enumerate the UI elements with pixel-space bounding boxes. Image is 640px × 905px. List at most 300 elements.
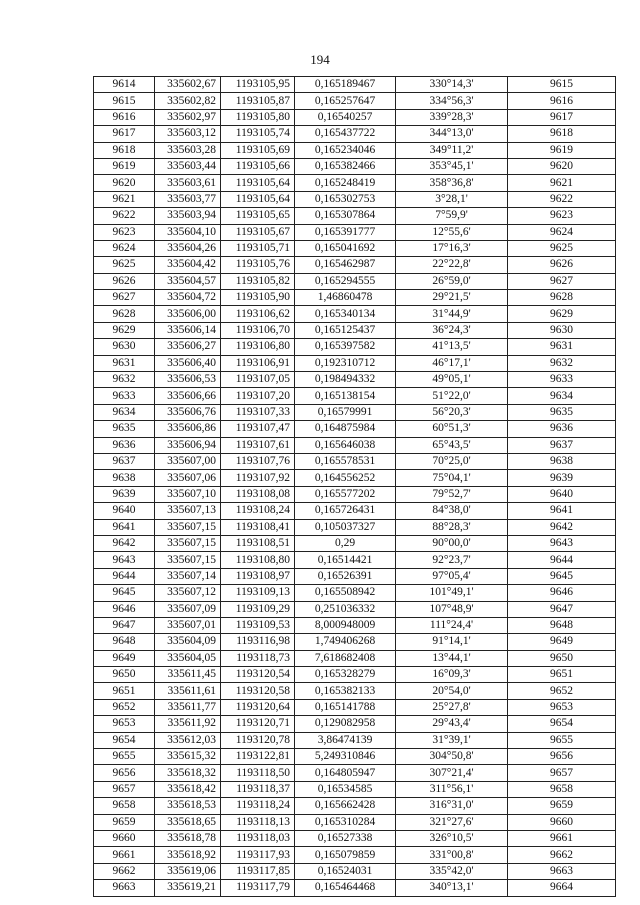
bearing-cell: 29°43,4' [396, 716, 508, 732]
y-coordinate-cell: 1193105,64 [221, 175, 295, 191]
point-to-cell: 9650 [508, 650, 616, 666]
point-to-cell: 9662 [508, 847, 616, 863]
y-coordinate-cell: 1193122,81 [221, 749, 295, 765]
x-coordinate-cell: 335603,77 [155, 191, 221, 207]
point-to-cell: 9623 [508, 208, 616, 224]
y-coordinate-cell: 1193118,13 [221, 814, 295, 830]
x-coordinate-cell: 335606,00 [155, 306, 221, 322]
bearing-cell: 60°51,3' [396, 421, 508, 437]
distance-cell: 0,165328279 [295, 667, 396, 683]
y-coordinate-cell: 1193109,13 [221, 585, 295, 601]
point-to-cell: 9646 [508, 585, 616, 601]
x-coordinate-cell: 335612,03 [155, 732, 221, 748]
point-from-cell: 9635 [94, 421, 155, 437]
distance-cell: 0,165646038 [295, 437, 396, 453]
point-to-cell: 9647 [508, 601, 616, 617]
distance-cell: 0,165234046 [295, 142, 396, 158]
y-coordinate-cell: 1193118,03 [221, 830, 295, 846]
y-coordinate-cell: 1193105,67 [221, 224, 295, 240]
x-coordinate-cell: 335606,53 [155, 372, 221, 388]
distance-cell: 0,165462987 [295, 257, 396, 273]
point-from-cell: 9661 [94, 847, 155, 863]
x-coordinate-cell: 335618,65 [155, 814, 221, 830]
distance-cell: 0,165079859 [295, 847, 396, 863]
bearing-cell: 349°11,2' [396, 142, 508, 158]
y-coordinate-cell: 1193107,33 [221, 404, 295, 420]
point-from-cell: 9653 [94, 716, 155, 732]
point-to-cell: 9639 [508, 470, 616, 486]
y-coordinate-cell: 1193108,80 [221, 552, 295, 568]
bearing-cell: 311°56,1' [396, 781, 508, 797]
table-row [94, 208, 616, 224]
table-row [94, 421, 616, 437]
point-to-cell: 9626 [508, 257, 616, 273]
table-row [94, 322, 616, 338]
table-row [94, 699, 616, 715]
point-to-cell: 9636 [508, 421, 616, 437]
point-from-cell: 9651 [94, 683, 155, 699]
table-row [94, 142, 616, 158]
distance-cell: 0,165577202 [295, 486, 396, 502]
y-coordinate-cell: 1193105,76 [221, 257, 295, 273]
x-coordinate-cell: 335619,06 [155, 863, 221, 879]
table-row [94, 798, 616, 814]
y-coordinate-cell: 1193107,05 [221, 372, 295, 388]
point-to-cell: 9648 [508, 617, 616, 633]
table-row [94, 126, 616, 142]
x-coordinate-cell: 335607,14 [155, 568, 221, 584]
distance-cell: 0,16540257 [295, 109, 396, 125]
page-number: 194 [310, 52, 330, 67]
distance-cell: 0,105037327 [295, 519, 396, 535]
y-coordinate-cell: 1193108,97 [221, 568, 295, 584]
point-to-cell: 9618 [508, 126, 616, 142]
distance-cell: 0,165340134 [295, 306, 396, 322]
bearing-cell: 41°13,5' [396, 339, 508, 355]
x-coordinate-cell: 335602,82 [155, 93, 221, 109]
table-row [94, 437, 616, 453]
x-coordinate-cell: 335606,40 [155, 355, 221, 371]
y-coordinate-cell: 1193118,37 [221, 781, 295, 797]
distance-cell: 0,198494332 [295, 372, 396, 388]
point-from-cell: 9633 [94, 388, 155, 404]
x-coordinate-cell: 335604,42 [155, 257, 221, 273]
y-coordinate-cell: 1193120,78 [221, 732, 295, 748]
bearing-cell: 22°22,8' [396, 257, 508, 273]
bearing-cell: 17°16,3' [396, 240, 508, 256]
table-row [94, 273, 616, 289]
bearing-cell: 31°44,9' [396, 306, 508, 322]
bearing-cell: 70°25,0' [396, 453, 508, 469]
distance-cell: 0,29 [295, 535, 396, 551]
point-to-cell: 9619 [508, 142, 616, 158]
table-row [94, 486, 616, 502]
bearing-cell: 321°27,6' [396, 814, 508, 830]
bearing-cell: 353°45,1' [396, 158, 508, 174]
y-coordinate-cell: 1193108,24 [221, 503, 295, 519]
point-from-cell: 9624 [94, 240, 155, 256]
distance-cell: 7,618682408 [295, 650, 396, 666]
point-from-cell: 9620 [94, 175, 155, 191]
x-coordinate-cell: 335606,27 [155, 339, 221, 355]
point-from-cell: 9626 [94, 273, 155, 289]
table-row [94, 781, 616, 797]
distance-cell: 1,46860478 [295, 290, 396, 306]
distance-cell: 0,165391777 [295, 224, 396, 240]
bearing-cell: 7°59,9' [396, 208, 508, 224]
y-coordinate-cell: 1193107,76 [221, 453, 295, 469]
point-to-cell: 9660 [508, 814, 616, 830]
point-from-cell: 9628 [94, 306, 155, 322]
bearing-cell: 101°49,1' [396, 585, 508, 601]
bearing-cell: 307°21,4' [396, 765, 508, 781]
distance-cell: 5,249310846 [295, 749, 396, 765]
point-to-cell: 9637 [508, 437, 616, 453]
table-row [94, 290, 616, 306]
bearing-cell: 330°14,3' [396, 77, 508, 93]
y-coordinate-cell: 1193108,51 [221, 535, 295, 551]
x-coordinate-cell: 335603,94 [155, 208, 221, 224]
table-row [94, 601, 616, 617]
table-row [94, 224, 616, 240]
point-from-cell: 9618 [94, 142, 155, 158]
distance-cell: 0,165294555 [295, 273, 396, 289]
point-from-cell: 9622 [94, 208, 155, 224]
y-coordinate-cell: 1193116,98 [221, 634, 295, 650]
table-row [94, 634, 616, 650]
distance-cell: 0,16579991 [295, 404, 396, 420]
distance-cell: 0,165189467 [295, 77, 396, 93]
bearing-cell: 51°22,0' [396, 388, 508, 404]
distance-cell: 0,16534585 [295, 781, 396, 797]
y-coordinate-cell: 1193118,50 [221, 765, 295, 781]
point-from-cell: 9655 [94, 749, 155, 765]
point-to-cell: 9616 [508, 93, 616, 109]
point-to-cell: 9624 [508, 224, 616, 240]
table-row [94, 388, 616, 404]
x-coordinate-cell: 335607,13 [155, 503, 221, 519]
distance-cell: 0,165248419 [295, 175, 396, 191]
point-to-cell: 9652 [508, 683, 616, 699]
x-coordinate-cell: 335604,26 [155, 240, 221, 256]
bearing-cell: 316°31,0' [396, 798, 508, 814]
bearing-cell: 304°50,8' [396, 749, 508, 765]
point-to-cell: 9620 [508, 158, 616, 174]
x-coordinate-cell: 335611,61 [155, 683, 221, 699]
table-row [94, 175, 616, 191]
distance-cell: 8,000948009 [295, 617, 396, 633]
y-coordinate-cell: 1193105,71 [221, 240, 295, 256]
x-coordinate-cell: 335611,77 [155, 699, 221, 715]
point-to-cell: 9631 [508, 339, 616, 355]
y-coordinate-cell: 1193105,74 [221, 126, 295, 142]
point-to-cell: 9638 [508, 453, 616, 469]
x-coordinate-cell: 335606,14 [155, 322, 221, 338]
point-from-cell: 9631 [94, 355, 155, 371]
point-to-cell: 9633 [508, 372, 616, 388]
x-coordinate-cell: 335607,06 [155, 470, 221, 486]
x-coordinate-cell: 335606,86 [155, 421, 221, 437]
x-coordinate-cell: 335606,76 [155, 404, 221, 420]
point-to-cell: 9653 [508, 699, 616, 715]
y-coordinate-cell: 1193105,69 [221, 142, 295, 158]
point-to-cell: 9617 [508, 109, 616, 125]
point-to-cell: 9641 [508, 503, 616, 519]
table-row [94, 568, 616, 584]
point-to-cell: 9659 [508, 798, 616, 814]
point-to-cell: 9657 [508, 765, 616, 781]
table-row [94, 453, 616, 469]
distance-cell: 0,165041692 [295, 240, 396, 256]
point-to-cell: 9628 [508, 290, 616, 306]
point-from-cell: 9662 [94, 863, 155, 879]
x-coordinate-cell: 335611,45 [155, 667, 221, 683]
point-to-cell: 9632 [508, 355, 616, 371]
x-coordinate-cell: 335603,12 [155, 126, 221, 142]
point-to-cell: 9621 [508, 175, 616, 191]
bearing-cell: 12°55,6' [396, 224, 508, 240]
table-row [94, 158, 616, 174]
distance-cell: 0,16524031 [295, 863, 396, 879]
distance-cell: 0,165382466 [295, 158, 396, 174]
y-coordinate-cell: 1193105,64 [221, 191, 295, 207]
distance-cell: 0,165382133 [295, 683, 396, 699]
point-from-cell: 9649 [94, 650, 155, 666]
table-row [94, 339, 616, 355]
distance-cell: 0,165726431 [295, 503, 396, 519]
table-row [94, 470, 616, 486]
point-from-cell: 9646 [94, 601, 155, 617]
x-coordinate-cell: 335604,72 [155, 290, 221, 306]
x-coordinate-cell: 335604,05 [155, 650, 221, 666]
point-from-cell: 9615 [94, 93, 155, 109]
distance-cell: 0,165397582 [295, 339, 396, 355]
y-coordinate-cell: 1193105,90 [221, 290, 295, 306]
distance-cell: 0,165437722 [295, 126, 396, 142]
y-coordinate-cell: 1193120,58 [221, 683, 295, 699]
y-coordinate-cell: 1193107,92 [221, 470, 295, 486]
point-to-cell: 9615 [508, 77, 616, 93]
table-row [94, 667, 616, 683]
table-row [94, 749, 616, 765]
point-to-cell: 9655 [508, 732, 616, 748]
x-coordinate-cell: 335619,21 [155, 880, 221, 896]
bearing-cell: 344°13,0' [396, 126, 508, 142]
table-row [94, 109, 616, 125]
point-from-cell: 9657 [94, 781, 155, 797]
bearing-cell: 91°14,1' [396, 634, 508, 650]
point-from-cell: 9645 [94, 585, 155, 601]
y-coordinate-cell: 1193109,29 [221, 601, 295, 617]
distance-cell: 0,16526391 [295, 568, 396, 584]
bearing-cell: 25°27,8' [396, 699, 508, 715]
table-row [94, 732, 616, 748]
bearing-cell: 13°44,1' [396, 650, 508, 666]
bearing-cell: 56°20,3' [396, 404, 508, 420]
point-from-cell: 9617 [94, 126, 155, 142]
point-to-cell: 9630 [508, 322, 616, 338]
point-to-cell: 9622 [508, 191, 616, 207]
distance-cell: 0,164875984 [295, 421, 396, 437]
distance-cell: 0,165302753 [295, 191, 396, 207]
point-from-cell: 9616 [94, 109, 155, 125]
distance-cell: 0,165662428 [295, 798, 396, 814]
distance-cell: 0,165141788 [295, 699, 396, 715]
y-coordinate-cell: 1193105,95 [221, 77, 295, 93]
y-coordinate-cell: 1193120,54 [221, 667, 295, 683]
bearing-cell: 340°13,1' [396, 880, 508, 896]
bearing-cell: 79°52,7' [396, 486, 508, 502]
x-coordinate-cell: 335618,32 [155, 765, 221, 781]
x-coordinate-cell: 335611,92 [155, 716, 221, 732]
y-coordinate-cell: 1193105,65 [221, 208, 295, 224]
table-row [94, 552, 616, 568]
bearing-cell: 339°28,3' [396, 109, 508, 125]
y-coordinate-cell: 1193120,71 [221, 716, 295, 732]
x-coordinate-cell: 335603,44 [155, 158, 221, 174]
x-coordinate-cell: 335618,92 [155, 847, 221, 863]
bearing-cell: 36°24,3' [396, 322, 508, 338]
x-coordinate-cell: 335618,53 [155, 798, 221, 814]
x-coordinate-cell: 335604,09 [155, 634, 221, 650]
point-to-cell: 9654 [508, 716, 616, 732]
x-coordinate-cell: 335604,57 [155, 273, 221, 289]
bearing-cell: 3°28,1' [396, 191, 508, 207]
y-coordinate-cell: 1193106,91 [221, 355, 295, 371]
y-coordinate-cell: 1193105,82 [221, 273, 295, 289]
distance-cell: 0,164556252 [295, 470, 396, 486]
y-coordinate-cell: 1193107,47 [221, 421, 295, 437]
x-coordinate-cell: 335607,15 [155, 552, 221, 568]
bearing-cell: 97°05,4' [396, 568, 508, 584]
distance-cell: 0,165138154 [295, 388, 396, 404]
x-coordinate-cell: 335607,15 [155, 519, 221, 535]
point-to-cell: 9642 [508, 519, 616, 535]
point-from-cell: 9621 [94, 191, 155, 207]
bearing-cell: 335°42,0' [396, 863, 508, 879]
table-row [94, 765, 616, 781]
bearing-cell: 49°05,1' [396, 372, 508, 388]
table-row [94, 240, 616, 256]
y-coordinate-cell: 1193106,80 [221, 339, 295, 355]
bearing-cell: 358°36,8' [396, 175, 508, 191]
point-from-cell: 9627 [94, 290, 155, 306]
distance-cell: 0,165508942 [295, 585, 396, 601]
table-row [94, 863, 616, 879]
bearing-cell: 111°24,4' [396, 617, 508, 633]
y-coordinate-cell: 1193108,41 [221, 519, 295, 535]
point-from-cell: 9636 [94, 437, 155, 453]
point-from-cell: 9648 [94, 634, 155, 650]
distance-cell: 1,749406268 [295, 634, 396, 650]
distance-cell: 3,86474139 [295, 732, 396, 748]
point-from-cell: 9619 [94, 158, 155, 174]
table-row [94, 683, 616, 699]
bearing-cell: 334°56,3' [396, 93, 508, 109]
point-from-cell: 9630 [94, 339, 155, 355]
point-to-cell: 9627 [508, 273, 616, 289]
point-to-cell: 9656 [508, 749, 616, 765]
x-coordinate-cell: 335604,10 [155, 224, 221, 240]
table-row [94, 404, 616, 420]
distance-cell: 0,165310284 [295, 814, 396, 830]
x-coordinate-cell: 335615,32 [155, 749, 221, 765]
distance-cell: 0,165578531 [295, 453, 396, 469]
table-row [94, 503, 616, 519]
distance-cell: 0,165125437 [295, 322, 396, 338]
point-from-cell: 9660 [94, 830, 155, 846]
table-row [94, 716, 616, 732]
point-from-cell: 9641 [94, 519, 155, 535]
point-from-cell: 9637 [94, 453, 155, 469]
bearing-cell: 26°59,0' [396, 273, 508, 289]
distance-cell: 0,251036332 [295, 601, 396, 617]
y-coordinate-cell: 1193106,70 [221, 322, 295, 338]
table-row [94, 77, 616, 93]
table-row [94, 617, 616, 633]
y-coordinate-cell: 1193118,73 [221, 650, 295, 666]
x-coordinate-cell: 335606,94 [155, 437, 221, 453]
bearing-cell: 88°28,3' [396, 519, 508, 535]
table-row [94, 650, 616, 666]
point-from-cell: 9640 [94, 503, 155, 519]
point-to-cell: 9629 [508, 306, 616, 322]
table-row [94, 372, 616, 388]
distance-cell: 0,165257647 [295, 93, 396, 109]
point-from-cell: 9647 [94, 617, 155, 633]
bearing-cell: 29°21,5' [396, 290, 508, 306]
x-coordinate-cell: 335607,15 [155, 535, 221, 551]
bearing-cell: 90°00,0' [396, 535, 508, 551]
y-coordinate-cell: 1193117,79 [221, 880, 295, 896]
bearing-cell: 46°17,1' [396, 355, 508, 371]
table-row [94, 306, 616, 322]
point-from-cell: 9625 [94, 257, 155, 273]
y-coordinate-cell: 1193109,53 [221, 617, 295, 633]
point-from-cell: 9634 [94, 404, 155, 420]
point-from-cell: 9639 [94, 486, 155, 502]
point-from-cell: 9659 [94, 814, 155, 830]
table-row [94, 355, 616, 371]
point-from-cell: 9643 [94, 552, 155, 568]
x-coordinate-cell: 335603,61 [155, 175, 221, 191]
bearing-cell: 20°54,0' [396, 683, 508, 699]
point-from-cell: 9654 [94, 732, 155, 748]
point-to-cell: 9658 [508, 781, 616, 797]
point-to-cell: 9644 [508, 552, 616, 568]
table-row [94, 814, 616, 830]
point-to-cell: 9625 [508, 240, 616, 256]
distance-cell: 0,16527338 [295, 830, 396, 846]
table-body [94, 77, 616, 897]
point-to-cell: 9640 [508, 486, 616, 502]
table-row [94, 93, 616, 109]
point-to-cell: 9664 [508, 880, 616, 896]
point-from-cell: 9644 [94, 568, 155, 584]
point-from-cell: 9642 [94, 535, 155, 551]
distance-cell: 0,165464468 [295, 880, 396, 896]
distance-cell: 0,164805947 [295, 765, 396, 781]
table-row [94, 257, 616, 273]
y-coordinate-cell: 1193107,61 [221, 437, 295, 453]
bearing-cell: 84°38,0' [396, 503, 508, 519]
distance-cell: 0,165307864 [295, 208, 396, 224]
x-coordinate-cell: 335607,10 [155, 486, 221, 502]
table-row [94, 847, 616, 863]
table-row [94, 191, 616, 207]
y-coordinate-cell: 1193117,85 [221, 863, 295, 879]
point-from-cell: 9663 [94, 880, 155, 896]
